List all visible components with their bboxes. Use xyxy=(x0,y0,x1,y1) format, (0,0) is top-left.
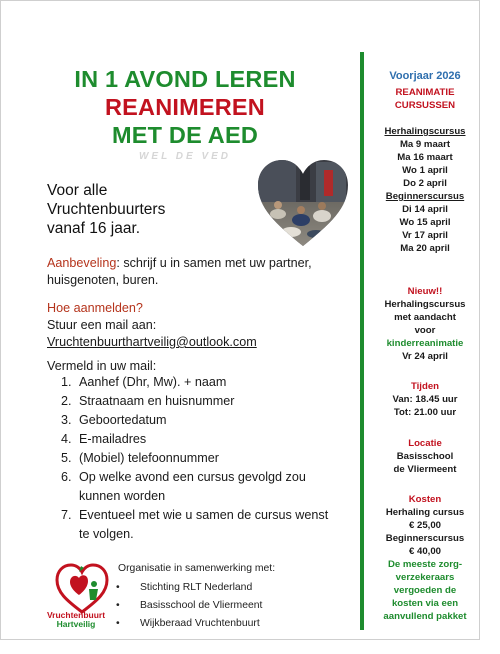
course-date: Di 14 april xyxy=(402,204,448,215)
beginner-heading: Beginnerscursus xyxy=(385,191,465,202)
list-item xyxy=(116,615,262,633)
sidebar-divider xyxy=(360,52,364,630)
recommendation-text: : schrijf u in samen met uw partner, huisgenoten, buren. xyxy=(47,256,312,287)
beginner-cost-label: Beginnerscursus xyxy=(385,533,465,544)
bullet-icon: • xyxy=(116,618,120,629)
location-line-1: Basisschool xyxy=(396,451,454,462)
time-to: Tot: 21.00 uur xyxy=(393,407,457,418)
course-date: Ma 16 maart xyxy=(397,152,453,163)
beginner-cost-price: € 40,00 xyxy=(408,546,441,557)
list-item xyxy=(47,411,342,430)
signup-heading: Hoe aanmelden? xyxy=(47,301,143,315)
list-item-text: (Mobiel) telefoonnummer xyxy=(79,451,219,465)
partner-list xyxy=(116,579,262,633)
list-item-text: E-mailadres xyxy=(79,432,147,446)
course-date: Wo 15 april xyxy=(399,217,451,228)
list-item xyxy=(47,449,342,468)
headline-line-3: MET DE AED xyxy=(111,122,259,148)
times-block xyxy=(366,380,484,419)
intro-line-1: Voor alle xyxy=(47,182,108,199)
location-block xyxy=(366,437,484,476)
course-date: Ma 9 maart xyxy=(399,139,451,150)
refresher-heading: Herhalingscursus xyxy=(384,126,466,137)
location-line-2: de Vliermeent xyxy=(393,464,457,475)
list-item xyxy=(47,430,342,449)
list-item-number: 6. xyxy=(61,470,72,484)
insurance-note-3: vergoeden de xyxy=(393,585,457,596)
partner-name: Basisschool de Vliermeent xyxy=(140,600,263,611)
list-item xyxy=(116,597,262,615)
insurance-note-2: verzekeraars xyxy=(395,572,455,583)
list-item xyxy=(47,373,342,392)
heart-photo xyxy=(256,158,350,248)
list-item-text: Geboortedatum xyxy=(79,413,167,427)
refresher-cost-label: Herhaling cursus xyxy=(385,507,465,518)
sidebar-title-line-2: CURSUSSEN xyxy=(394,100,456,111)
list-item-number: 2. xyxy=(61,394,72,408)
sidebar-season: Voorjaar 2026 xyxy=(389,70,461,82)
intro-line-2: Vruchtenbuurters xyxy=(47,201,166,218)
list-item xyxy=(116,579,262,597)
course-date: Ma 20 april xyxy=(400,243,450,254)
time-from: Van: 18.45 uur xyxy=(392,394,458,405)
recommendation-paragraph xyxy=(47,255,342,289)
costs-block xyxy=(366,493,484,623)
partner-name: Wijkberaad Vruchtenbuurt xyxy=(140,618,260,629)
signup-block xyxy=(47,300,342,351)
list-item-number: 1. xyxy=(61,375,72,389)
location-heading: Locatie xyxy=(408,438,442,449)
intro-line-3: vanaf 16 jaar. xyxy=(47,220,141,237)
intro-text xyxy=(47,181,252,238)
course-date: Wo 1 april xyxy=(402,165,448,176)
new-heading: Nieuw!! xyxy=(407,286,443,297)
insurance-note-1: De meeste zorg- xyxy=(387,559,463,570)
new-course-block xyxy=(366,285,484,363)
sidebar-title xyxy=(366,86,484,112)
list-item-number: 3. xyxy=(61,413,72,427)
new-date: Vr 24 april xyxy=(402,351,448,362)
new-line-2: met aandacht xyxy=(394,312,456,323)
mail-contents-heading: Vermeld in uw mail: xyxy=(47,359,157,373)
course-date: Vr 17 april xyxy=(402,230,448,241)
hartveilig-logo xyxy=(54,562,110,614)
list-item-number: 5. xyxy=(61,451,72,465)
list-item-text: Straatnaam en huisnummer xyxy=(79,394,235,408)
list-item-text: Aanhef (Dhr, Mw). + naam xyxy=(79,375,227,389)
new-line-4: kinderreanimatie xyxy=(386,338,464,349)
mail-contents-list xyxy=(47,373,342,544)
logo-text-line-1: Vruchtenbuurt xyxy=(46,610,106,620)
insurance-note-4: kosten via een xyxy=(391,598,459,609)
partner-name: Stichting RLT Nederland xyxy=(140,582,253,593)
list-item xyxy=(47,392,342,411)
list-item-text: Eventueel met wie u samen de cursus wenst te volgen. xyxy=(79,508,329,541)
signup-instruction: Stuur een mail aan: xyxy=(47,318,157,332)
insurance-note-5: aanvullend pakket xyxy=(383,611,467,622)
times-heading: Tijden xyxy=(410,381,440,392)
refresher-cost-price: € 25,00 xyxy=(408,520,441,531)
organisation-heading: Organisatie in samenwerking met: xyxy=(118,563,276,574)
headline-line-2: REANIMEREN xyxy=(105,94,265,120)
bullet-icon: • xyxy=(116,582,120,593)
list-item xyxy=(47,468,342,506)
new-line-1: Herhalingscursus xyxy=(384,299,466,310)
new-line-3: voor xyxy=(414,325,436,336)
list-item-number: 4. xyxy=(61,432,72,446)
course-dates xyxy=(366,125,484,255)
headline-watermark: WEL DE VED xyxy=(138,151,232,162)
recommendation-label: Aanbeveling xyxy=(47,256,117,270)
bullet-icon: • xyxy=(116,600,120,611)
list-item-text: Op welke avond een cursus gevolgd zou kunnen worden xyxy=(79,470,306,503)
list-item xyxy=(47,506,342,544)
course-date: Do 2 april xyxy=(403,178,447,189)
signup-email-link[interactable]: Vruchtenbuurthartveilig@outlook.com xyxy=(47,335,257,349)
costs-heading: Kosten xyxy=(408,494,442,505)
list-item-number: 7. xyxy=(61,508,72,522)
headline-line-1: IN 1 AVOND LEREN xyxy=(74,66,296,92)
logo-text-line-2: Hartveilig xyxy=(56,619,96,629)
sidebar-title-line-1: REANIMATIE xyxy=(395,87,455,98)
